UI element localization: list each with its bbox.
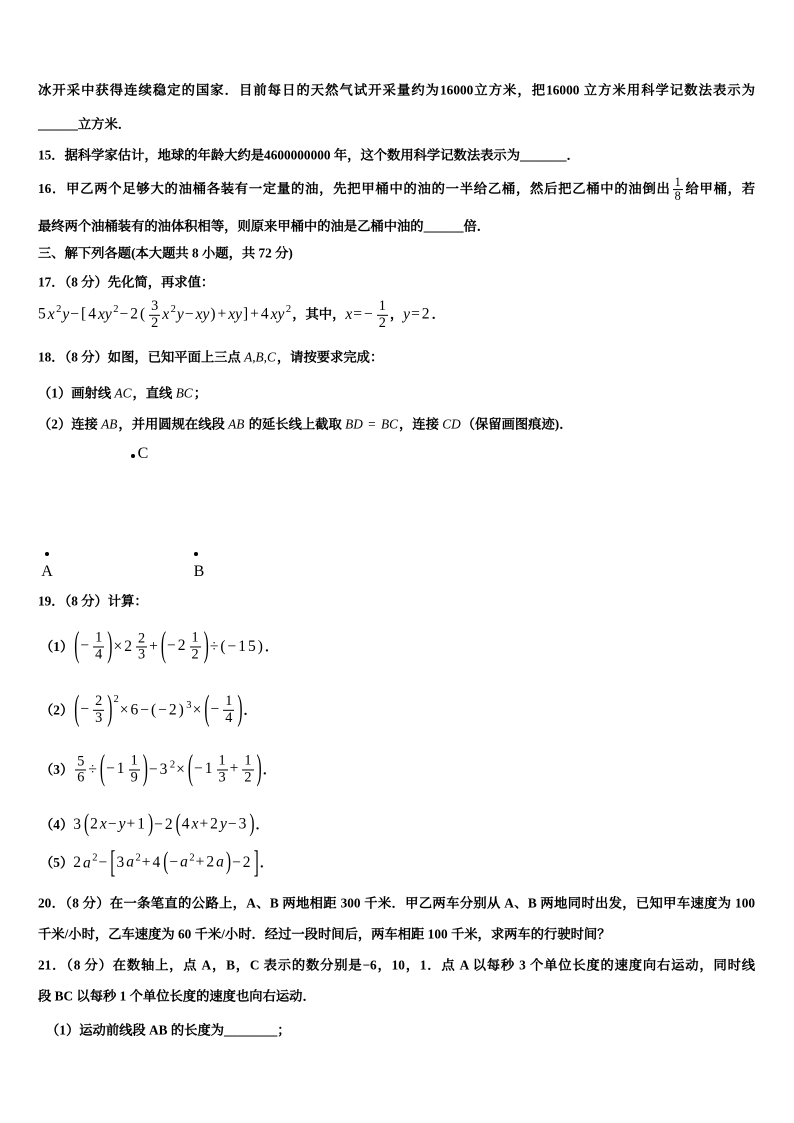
text-run: （2）连接 xyxy=(38,416,102,432)
math-run: −1 xyxy=(194,760,215,778)
math-run: +2 xyxy=(195,853,217,871)
text-run: ． xyxy=(243,702,257,718)
text-run: ； xyxy=(193,385,207,401)
bracket-body xyxy=(167,630,203,662)
q18-heading xyxy=(38,347,383,366)
math-run: =2 xyxy=(411,305,432,323)
q15-text: 15．据科学家估计，地球的年龄大约是4600000000 年，这个数用科学记数法表示为_______． xyxy=(38,147,580,163)
math-variable: CD xyxy=(442,416,461,432)
fraction xyxy=(242,753,253,785)
q21-line-1: 21．（8 分）在数轴上，点 A，B，C 表示的数分别是−6，10，1．点 A 以每秒 3 个单位长度的速度向右运动，同时线 xyxy=(38,957,755,973)
q14-continuation-text: 冰开采中获得连续稳定的国家．目前每日的天然气试开采量约为16000立方米，把16000 立方米用科学记数法表示为 xyxy=(38,82,755,98)
q21-part-1: （1）运动前线段 AB 的长度为________； xyxy=(46,1022,291,1038)
bracket-body xyxy=(169,851,225,873)
fraction-denominator: 3 xyxy=(218,769,226,786)
math-run: +2 xyxy=(199,815,220,833)
open-bracket: ( xyxy=(74,626,80,666)
math-variable: y xyxy=(403,305,411,323)
text-run: （1）画射线 xyxy=(38,385,115,401)
math-variable: a xyxy=(83,854,91,872)
fraction-denominator: 3 xyxy=(95,709,103,726)
math-run: − xyxy=(98,854,110,872)
math-run: )+ xyxy=(210,305,229,323)
fraction-numerator: 1 xyxy=(674,175,681,190)
fraction xyxy=(75,754,86,786)
text-run: （1） xyxy=(40,638,74,654)
superscript: 2 xyxy=(56,304,62,316)
fraction-denominator: 9 xyxy=(130,769,138,786)
fraction xyxy=(190,630,201,662)
math-run: −2( xyxy=(119,305,148,323)
math-run: 2 xyxy=(90,815,100,833)
math-run: + xyxy=(229,760,241,778)
bracket-body xyxy=(80,694,106,726)
fraction-numerator: 2 xyxy=(137,630,146,647)
text-run: ，其中， xyxy=(292,306,346,322)
fraction-denominator: 3 xyxy=(137,646,146,663)
fraction xyxy=(217,753,228,785)
bracket-group xyxy=(109,844,259,880)
open-bracket: ( xyxy=(163,848,169,876)
math-run: 3 xyxy=(116,853,127,871)
q19-part-1 xyxy=(40,626,279,666)
close-bracket: ) xyxy=(203,626,209,666)
close-bracket: ) xyxy=(147,810,154,839)
fraction-numerator: 1 xyxy=(378,297,386,314)
bracket-group xyxy=(83,810,154,839)
math-variable: BD xyxy=(345,416,363,432)
bracket-body xyxy=(182,814,249,836)
close-bracket: ) xyxy=(142,749,148,789)
fraction-numerator: 1 xyxy=(95,629,103,646)
superscript: 2 xyxy=(169,759,176,771)
bracket-body xyxy=(90,814,147,836)
close-bracket: ) xyxy=(225,848,232,876)
open-bracket: ( xyxy=(187,749,194,789)
text-run: （4） xyxy=(40,817,74,833)
math-run: −2 xyxy=(232,853,253,871)
text-run: ， xyxy=(389,306,404,322)
math-run: +4 xyxy=(141,853,163,871)
math-variable: AB xyxy=(228,416,245,432)
math-run: 3 xyxy=(73,816,83,834)
math-variable: x xyxy=(191,815,199,833)
math-run: − xyxy=(169,853,181,871)
close-bracket: ) xyxy=(107,626,113,666)
math-run: ×2 xyxy=(113,637,134,655)
q19-heading: 19．（8 分）计算： xyxy=(38,593,148,609)
math-variable: a xyxy=(216,853,224,871)
text-run: （保留画图痕迹)． xyxy=(461,416,573,432)
text-run: ． xyxy=(255,817,269,833)
math-variable: xy xyxy=(270,305,285,323)
q18-part-1 xyxy=(38,383,207,402)
math-run: + xyxy=(149,637,160,655)
math-run: ×6−(−2) xyxy=(119,701,186,719)
fraction-numerator: 1 xyxy=(225,692,233,709)
superscript: 2 xyxy=(285,304,292,316)
math-variable: AC xyxy=(114,385,132,401)
open-bracket: ( xyxy=(74,689,80,730)
q18-part-2 xyxy=(38,414,573,433)
bracket-body xyxy=(106,753,142,785)
bracket-group xyxy=(187,749,263,789)
fraction-numerator: 1 xyxy=(244,752,252,769)
fraction-denominator: 4 xyxy=(95,646,103,663)
q16-line-1 xyxy=(38,176,755,204)
point-c-label: C xyxy=(137,445,149,462)
fraction xyxy=(136,631,147,663)
math-variable: a xyxy=(180,853,188,871)
math-variable: y xyxy=(176,305,184,323)
q14-answer-blank-line: ______立方米． xyxy=(38,116,132,132)
math-run: −3 xyxy=(227,815,249,833)
fraction-numerator: 1 xyxy=(218,752,226,769)
math-run: 4 xyxy=(181,815,192,833)
text-run: ，直线 xyxy=(132,385,176,401)
fraction-denominator: 8 xyxy=(674,189,681,204)
text-run: （2） xyxy=(40,702,74,718)
math-variable: A,B,C xyxy=(244,349,276,365)
q20-line-1: 20．（8 分）在一条笔直的公路上，A、B 两地相距 300 千米．甲乙两车分别从 A、B 两地同时出发，已知甲车速度为 100 xyxy=(38,895,755,911)
close-bracket: ) xyxy=(107,689,113,730)
superscript: 2 xyxy=(113,304,119,316)
close-bracket: ) xyxy=(256,749,262,789)
math-variable: x xyxy=(47,305,55,323)
bracket-group xyxy=(175,810,256,839)
fraction xyxy=(149,299,160,331)
math-variable: y xyxy=(62,305,70,323)
text-run: ，并用圆规在线段 xyxy=(118,416,229,432)
text-run: ． xyxy=(259,855,274,871)
close-bracket: ) xyxy=(237,689,243,730)
math-run: − xyxy=(80,637,92,655)
q19-part-5 xyxy=(40,844,274,880)
math-run: =− xyxy=(353,305,375,323)
math-variable: x xyxy=(345,305,353,323)
math-variable: x xyxy=(162,305,170,323)
open-bracket: ( xyxy=(160,626,167,666)
fraction xyxy=(93,630,104,662)
fraction-denominator: 2 xyxy=(378,314,386,331)
section-3-heading: 三、解下列各题(本大题共 8 小题，共 72 分) xyxy=(38,245,293,261)
math-run: 5 xyxy=(38,305,48,323)
superscript: 3 xyxy=(186,699,192,711)
point-a-dot xyxy=(45,552,49,556)
text-run: 18．（8 分）如图，已知平面上三点 xyxy=(38,349,245,365)
fraction xyxy=(93,694,104,726)
math-variable: BC xyxy=(175,385,193,401)
fraction xyxy=(129,753,140,785)
text-run: 16．甲乙两个足够大的油桶各装有一定量的油，先把甲桶中的油的一半给乙桶，然后把乙桶中的油倒出 xyxy=(38,181,671,197)
superscript: 2 xyxy=(113,694,119,706)
math-run: ]+4 xyxy=(243,305,271,323)
q17-heading: 17．（8 分）先化简，再求值： xyxy=(38,274,215,290)
superscript: 2 xyxy=(189,852,195,864)
bracket-body xyxy=(116,848,253,876)
text-run: ． xyxy=(264,638,279,654)
bracket-group xyxy=(73,689,113,730)
fraction-numerator: 3 xyxy=(151,297,159,314)
math-run: − xyxy=(210,700,222,718)
text-run: ． xyxy=(262,761,277,777)
point-a-label: A xyxy=(41,563,53,580)
fraction-denominator: 2 xyxy=(191,646,199,663)
open-bracket: [ xyxy=(110,844,116,880)
text-run: 的延长线上截取 xyxy=(245,416,346,432)
q21-line-2: 段 BC 以每秒 1 个单位长度的速度也向右运动． xyxy=(38,988,316,1004)
point-b-label: B xyxy=(193,563,205,580)
fraction-denominator: 4 xyxy=(225,709,233,726)
math-run: = xyxy=(363,416,381,432)
math-run: ÷(−15) xyxy=(209,637,265,655)
math-run: 2 xyxy=(73,854,83,872)
math-variable: y xyxy=(219,815,227,833)
math-run: − xyxy=(80,700,92,718)
math-variable: y xyxy=(118,815,126,833)
bracket-group xyxy=(160,626,210,666)
math-variable: a xyxy=(126,853,134,871)
fraction xyxy=(223,694,234,726)
fraction-numerator: 1 xyxy=(191,629,199,646)
q19-part-3 xyxy=(40,749,277,789)
q20-line-2: 千米/小时，乙车速度为 60 千米/小时．经过一段时间后，两车相距 100 千米，求两车的行驶时间？ xyxy=(38,926,611,942)
text-run: ，连接 xyxy=(399,416,443,432)
fraction-numerator: 5 xyxy=(77,753,85,770)
point-b-dot xyxy=(194,552,198,556)
open-bracket: ( xyxy=(99,749,106,789)
math-run: − xyxy=(184,305,196,323)
close-bracket: ) xyxy=(249,810,255,839)
fraction-numerator: 1 xyxy=(130,752,138,769)
text-run: 给甲桶，若 xyxy=(684,181,756,197)
fraction-numerator: 2 xyxy=(95,692,103,709)
math-variable: AB xyxy=(101,416,118,432)
text-run: ，请按要求完成： xyxy=(276,349,384,365)
fraction xyxy=(673,176,683,204)
superscript: 2 xyxy=(135,852,141,864)
bracket-group xyxy=(162,848,232,876)
text-run: （5） xyxy=(40,855,74,871)
math-run: × xyxy=(176,760,187,778)
q19-part-4 xyxy=(40,810,269,839)
bracket-body xyxy=(210,694,236,726)
math-variable: xy xyxy=(195,305,210,323)
bracket-group xyxy=(203,689,243,730)
bracket-group xyxy=(73,626,113,666)
q19-part-2 xyxy=(40,689,257,730)
math-variable: xy xyxy=(228,305,242,323)
open-bracket: ( xyxy=(84,810,90,839)
q16-line-2: 最终两个油桶装有的油体积相等，则原来甲桶中的油是乙桶中油的______倍． xyxy=(38,218,491,234)
fraction-denominator: 6 xyxy=(77,769,85,786)
bracket-body xyxy=(194,753,256,785)
point-c-dot xyxy=(131,454,135,458)
math-run: −[4 xyxy=(70,305,98,323)
math-run: +1 xyxy=(126,815,147,833)
fraction-denominator: 2 xyxy=(151,314,159,331)
math-variable: BC xyxy=(381,416,398,432)
math-run: ÷ xyxy=(88,760,99,778)
math-run: − xyxy=(107,815,119,833)
math-run: × xyxy=(192,701,204,719)
math-run: −3 xyxy=(148,760,170,778)
q17-expression xyxy=(38,299,445,331)
superscript: 2 xyxy=(92,852,98,864)
math-variable: xy xyxy=(97,305,112,323)
math-run: −2 xyxy=(167,637,188,655)
close-bracket: ] xyxy=(253,844,259,880)
bracket-group xyxy=(99,749,149,789)
superscript: 2 xyxy=(170,304,176,316)
fraction-denominator: 2 xyxy=(244,769,252,786)
math-variable: x xyxy=(99,815,107,833)
math-run: −1 xyxy=(106,760,127,778)
math-run: −2 xyxy=(154,816,175,834)
text-run: ． xyxy=(431,306,445,322)
open-bracket: ( xyxy=(204,689,210,730)
open-bracket: ( xyxy=(175,810,181,839)
fraction xyxy=(377,299,388,331)
bracket-body xyxy=(80,630,106,662)
text-run: （3） xyxy=(40,761,74,777)
